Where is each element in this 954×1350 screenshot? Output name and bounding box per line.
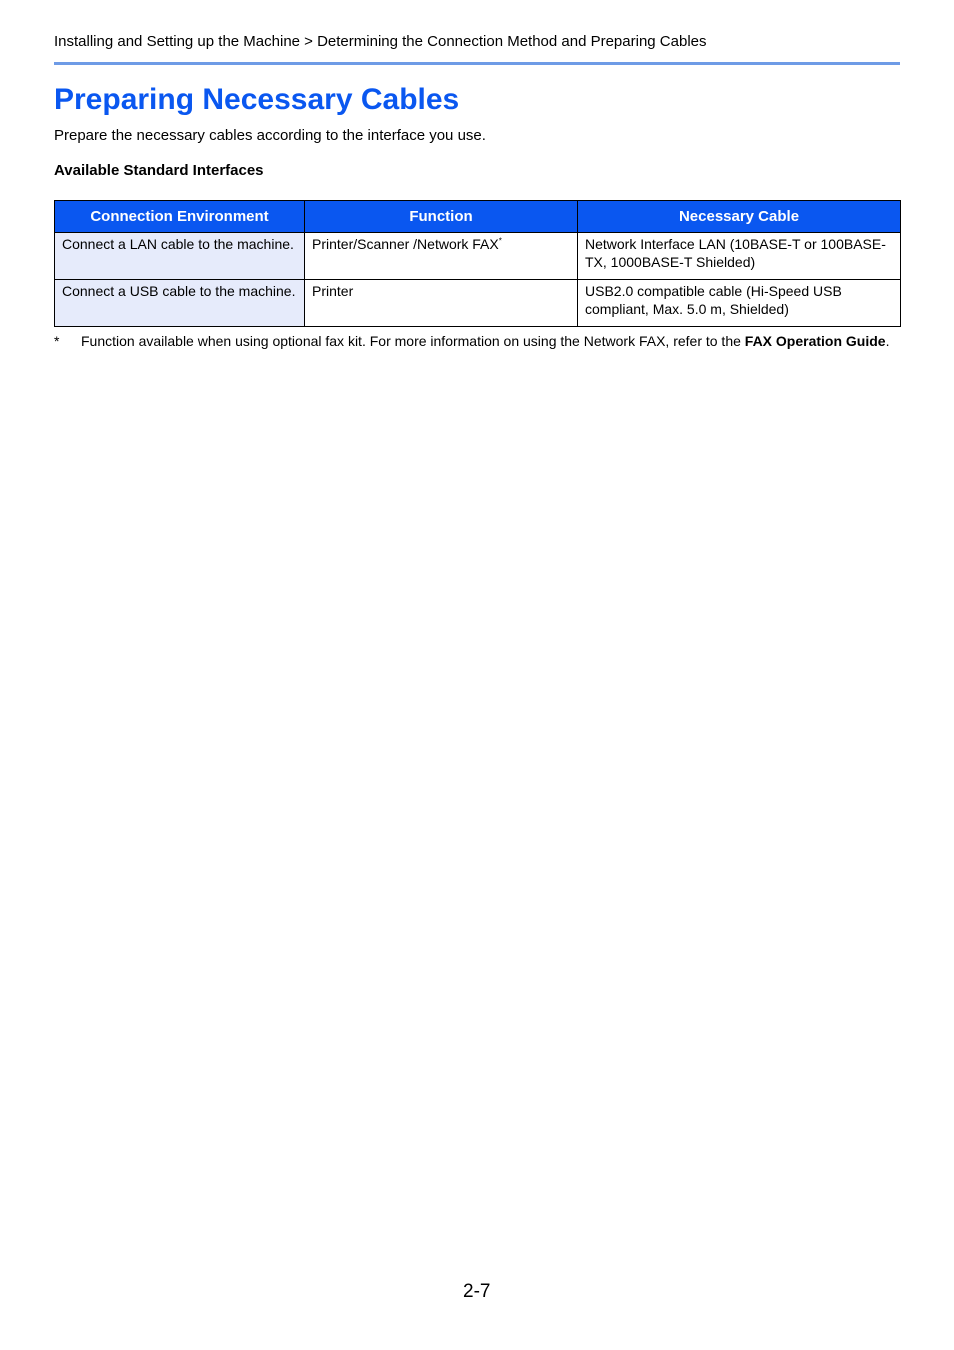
footnote-end: .: [885, 333, 890, 349]
cell-cable: Network Interface LAN (10BASE-T or 100BASE-TX, 1000BASE-T Shielded): [578, 233, 901, 280]
cell-function-text: Printer/Scanner /Network FAX: [312, 236, 499, 252]
column-header-function: Function: [305, 201, 578, 233]
interfaces-table: [54, 200, 901, 327]
section-heading: Available Standard Interfaces: [54, 162, 264, 179]
cell-environment: Connect a USB cable to the machine.: [55, 280, 305, 327]
footnote-reference: *: [498, 236, 502, 246]
intro-paragraph: Prepare the necessary cables according to the interface you use.: [54, 127, 486, 144]
footnote: [54, 332, 904, 350]
table-row: [55, 233, 901, 280]
footnote-guide-reference: FAX Operation Guide: [744, 333, 886, 349]
footnote-mark: *: [54, 333, 60, 349]
table-header-row: [55, 201, 901, 233]
footnote-text: Function available when using optional fax kit. For more information on using the Network FAX, refer to the: [81, 333, 745, 349]
table-row: [55, 280, 901, 327]
column-header-necessary-cable: Necessary Cable: [578, 201, 901, 233]
cell-function: Printer: [305, 280, 578, 327]
cell-cable: USB2.0 compatible cable (Hi-Speed USB compliant, Max. 5.0 m, Shielded): [578, 280, 901, 327]
cell-function: [305, 233, 578, 280]
page-title: Preparing Necessary Cables: [54, 83, 460, 116]
breadcrumb: Installing and Setting up the Machine > Determining the Connection Method and Preparing Cables: [54, 33, 707, 50]
header-divider: [54, 62, 900, 65]
cell-environment: Connect a LAN cable to the machine.: [55, 233, 305, 280]
column-header-connection-environment: Connection Environment: [55, 201, 305, 233]
page-number: 2-7: [463, 1281, 491, 1302]
